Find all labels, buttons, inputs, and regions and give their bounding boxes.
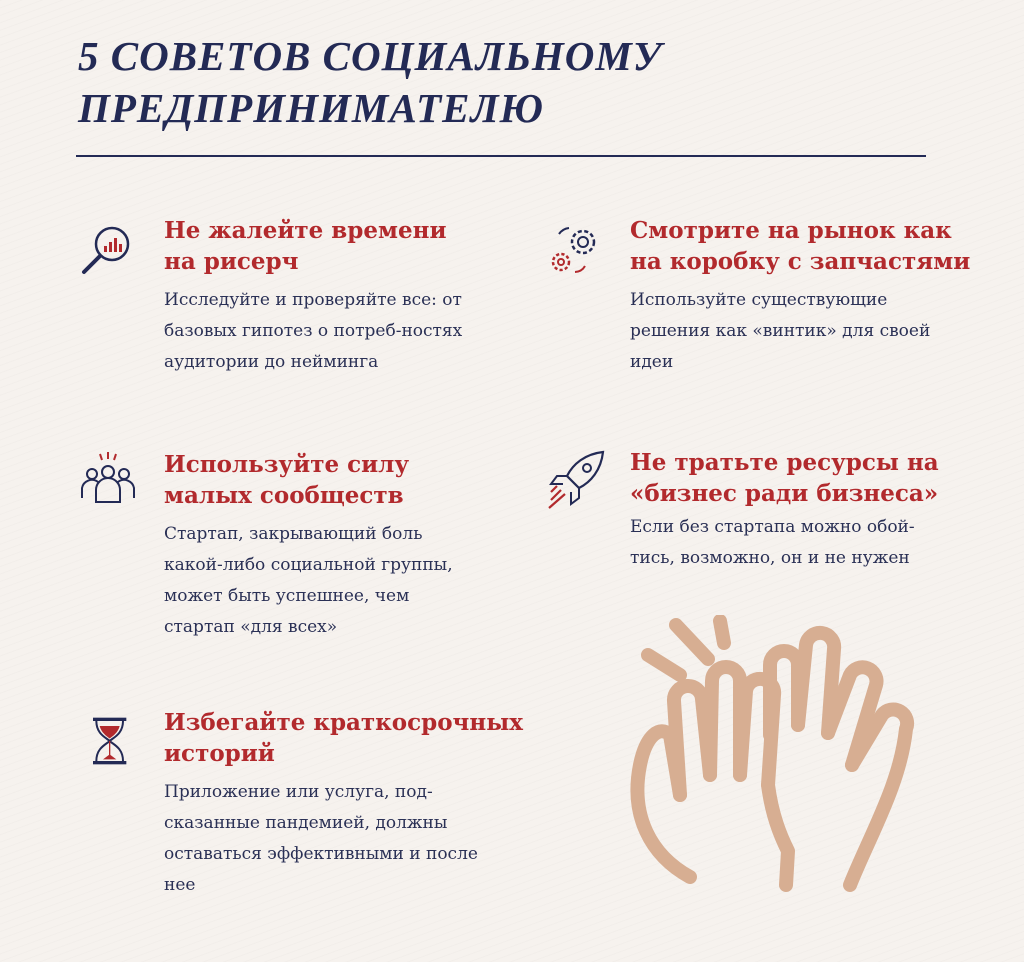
high-five-hands-icon (620, 615, 920, 895)
tip-body: Если без стартапа можно обой-тись, возможно, он и не нужен (630, 517, 915, 568)
people-group-icon (78, 450, 138, 510)
tip-heading: Избегайте краткосрочных историй (164, 709, 523, 767)
hourglass-icon (88, 706, 138, 776)
tip-resources (545, 450, 975, 590)
tip-body: Исследуйте и проверяйте все: от базовых гипотез о потреб-ностях аудитории до нейминга (164, 290, 463, 372)
tip-body: Приложение или услуга, под-сказанные пандемией, должны оставаться эффективными и после нее (164, 782, 478, 895)
tip-heading: Используйте силу малых сообществ (164, 451, 410, 509)
tip-heading: Не жалейте времени на рисерч (164, 217, 447, 275)
title-divider (76, 155, 926, 157)
gears-icon (545, 220, 605, 280)
rocket-icon (545, 450, 605, 510)
tip-body: Стартап, закрывающий боль какой-либо социальной группы, может быть успешнее, чем стартап «для всех» (164, 524, 453, 637)
page-title: 5 СОВЕТОВ СОЦИАЛЬНОМУ ПРЕДПРИНИМАТЕЛЮ (78, 33, 663, 131)
tip-body: Используйте существующие решения как «винтик» для своей идеи (630, 290, 931, 372)
magnifier-chart-icon (78, 220, 138, 280)
tip-research (78, 218, 498, 378)
tip-heading: Смотрите на рынок как на коробку с запчастями (630, 217, 971, 275)
tip-market (545, 218, 975, 378)
tip-communities (78, 452, 498, 642)
tip-short-term (78, 709, 523, 900)
tip-heading: Не тратьте ресурсы на «бизнес ради бизнеса» (630, 449, 939, 507)
